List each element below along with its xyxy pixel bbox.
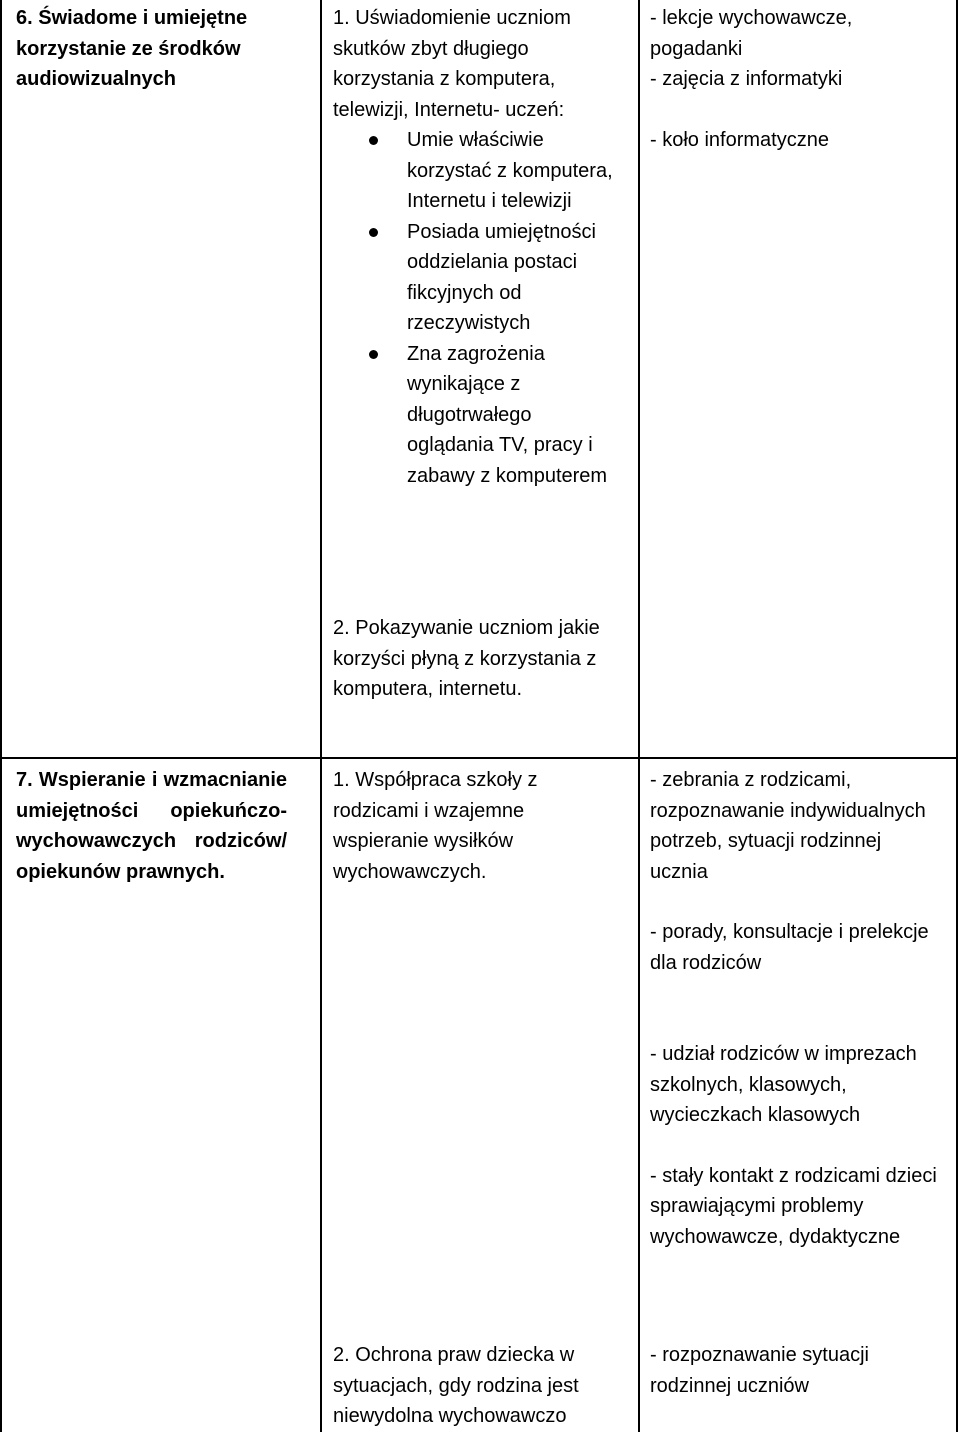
task-intro: 1. Uświadomienie uczniom skutków zbyt długiego korzystania z komputera, telewizji, Internetu- uczeń:	[333, 7, 571, 121]
section-6-forms	[650, 3, 940, 155]
list-item	[333, 125, 623, 217]
section-7-task-2: 2. Ochrona praw dziecka w sytuacjach, gdy rodzina jest niewydolna wychowawczo	[333, 1344, 579, 1427]
form-item: - stały kontakt z rodzicami dzieci sprawiającymi problemy wychowawcze, dydaktyczne	[650, 1164, 937, 1248]
bullet-text: Zna zagrożenia wynikające z długotrwałego oglądania TV, pracy i zabawy z komputerem	[407, 342, 608, 487]
section-6-title: 6. Świadome i umiejętne korzystanie ze środków audiowizualnych	[16, 7, 248, 90]
bullet-text: Umie właściwie korzystać z komputera, Internetu i telewizji	[407, 129, 613, 212]
section-7-forms-2: - rozpoznawanie sytuacji rodzinnej uczniów	[650, 1344, 869, 1397]
table-divider-col2	[638, 0, 640, 1432]
form-item: - zajęcia z informatyki	[650, 68, 843, 90]
section-6-goals	[333, 3, 633, 491]
table-border-left	[0, 0, 2, 1432]
task-bullet-list	[333, 125, 623, 491]
section-7-task-1: 1. Współpraca szkoły z rodzicami i wzajemne wspieranie wysiłków wychowawczych.	[333, 769, 538, 883]
form-item: - koło informatyczne	[650, 128, 829, 151]
form-item: - porady, konsultacje i prelekcje dla rodziców	[650, 921, 929, 974]
form-item: - lekcje wychowawcze, pogadanki	[650, 7, 853, 60]
bullet-icon	[369, 350, 378, 359]
section-7-title: 7. Wspieranie i wzmacnianie umiejętności opiekuńczo- wychowawczych rodziców/ opiekunów prawnych.	[16, 769, 287, 883]
section-6-task-2: 2. Pokazywanie uczniom jakie korzyści płyną z korzystania z komputera, internetu.	[333, 617, 600, 700]
table-divider-col1	[320, 0, 322, 1432]
table-row-divider	[0, 757, 958, 759]
bullet-icon	[369, 228, 378, 237]
table-border-right	[956, 0, 958, 1432]
form-item: - udział rodziców w imprezach szkolnych, klasowych, wycieczkach klasowych	[650, 1043, 917, 1126]
bullet-icon	[369, 136, 378, 145]
section-7-forms	[650, 765, 940, 1252]
bullet-text: Posiada umiejętności oddzielania postaci fikcyjnych od rzeczywistych	[407, 220, 596, 334]
form-item: - zebrania z rodzicami, rozpoznawanie indywidualnych potrzeb, sytuacji rodzinnej ucznia	[650, 769, 926, 883]
list-item	[333, 339, 623, 492]
list-item	[333, 217, 623, 339]
